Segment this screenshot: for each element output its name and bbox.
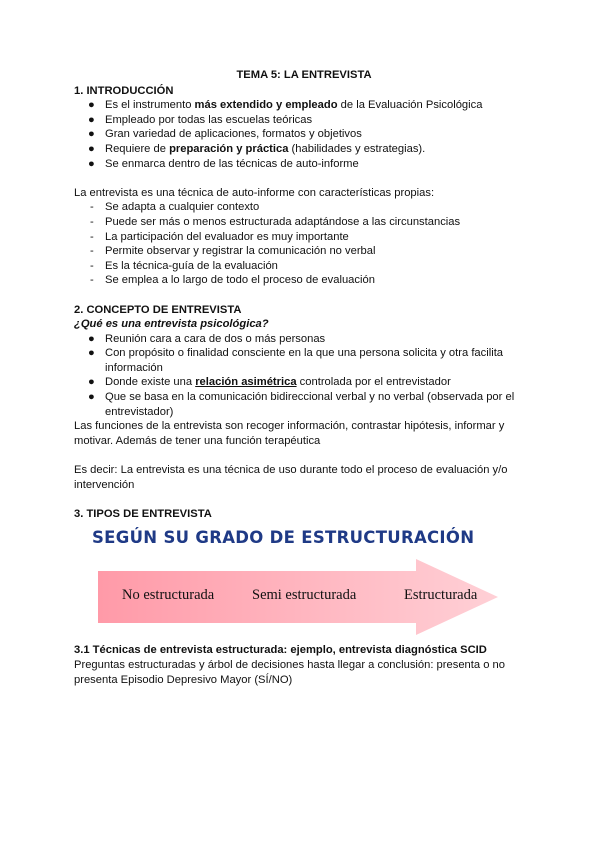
list-item: - Se adapta a cualquier contexto — [90, 201, 260, 214]
document-title: TEMA 5: LA ENTREVISTA — [236, 69, 372, 81]
functions-paragraph: Las funciones de la entrevista son recoger información, contrastar hipótesis, informar y motivar. Además de tener una función terapéutica — [74, 420, 505, 447]
bullet-icon: ● — [88, 157, 95, 170]
list-item: - Es la técnica-guía de la evaluación — [90, 259, 278, 272]
section-2-heading: 2. CONCEPTO DE ENTREVISTA — [74, 303, 242, 316]
characteristics-list — [74, 200, 534, 288]
bullet-icon: ● — [88, 99, 95, 112]
arrow-label-semi-estructurada: Semi estructurada — [252, 587, 357, 604]
bullet-icon: ● — [88, 142, 95, 155]
list-item: ● Que se basa en la comunicación bidireccional verbal y no verbal (observada por el entrevistador) — [88, 391, 515, 418]
list-item: ● Es el instrumento más extendido y empleado de la Evaluación Psicológica — [88, 99, 483, 112]
summary-paragraph: Es decir: La entrevista es una técnica de uso durante todo el proceso de evaluación y/o intervención — [74, 464, 508, 491]
list-item: - Permite observar y registrar la comunicación no verbal — [90, 245, 376, 258]
bullet-icon: ● — [88, 113, 95, 126]
bullet-icon: ● — [88, 376, 95, 389]
arrow-label-no-estructurada: No estructurada — [122, 587, 215, 604]
list-item: ● Requiere de preparación y práctica (habilidades y estrategias). — [88, 142, 426, 155]
intro-bullet-list — [74, 98, 534, 171]
list-item: ● Empleado por todas las escuelas teóricas — [88, 113, 313, 126]
list-item: ● Se enmarca dentro de las técnicas de auto-informe — [88, 157, 359, 170]
list-item: - Puede ser más o menos estructurada adaptándose a las circunstancias — [90, 215, 461, 228]
concept-bullet-list — [74, 332, 534, 420]
section-3-heading: 3. TIPOS DE ENTREVISTA — [74, 507, 212, 520]
characteristics-intro: La entrevista es una técnica de auto-informe con características propias: — [74, 186, 435, 199]
section-3-1-text: Preguntas estructuradas y árbol de decisiones hasta llegar a conclusión: presenta o no presenta Episodio Depresivo Mayor (SÍ/NO) — [74, 659, 505, 686]
list-item: - La participación del evaluador es muy importante — [90, 230, 349, 243]
section-2-question: ¿Qué es una entrevista psicológica? — [74, 318, 269, 331]
bullet-icon: ● — [88, 332, 95, 345]
bullet-icon: ● — [88, 391, 95, 404]
structuring-figure — [74, 525, 534, 635]
list-item: ● Reunión cara a cara de dos o más personas — [88, 332, 326, 345]
section-3-1-heading: 3.1 Técnicas de entrevista estructurada: ejemplo, entrevista diagnóstica SCID — [74, 644, 487, 657]
figure-title: SEGÚN SU GRADO DE ESTRUCTURACIÓN — [92, 528, 475, 548]
list-item: ● Con propósito o finalidad consciente en la que una persona solicita y otra facilita información — [88, 347, 504, 374]
bullet-icon: ● — [88, 128, 95, 141]
document-page — [74, 68, 534, 687]
section-1-heading: 1. INTRODUCCIÓN — [74, 84, 174, 97]
list-item: ● Donde existe una relación asimétrica controlada por el entrevistador — [88, 376, 451, 389]
arrow-label-estructurada: Estructurada — [404, 587, 478, 604]
bullet-icon: ● — [88, 347, 95, 360]
list-item: ● Gran variedad de aplicaciones, formatos y objetivos — [88, 128, 362, 141]
list-item: - Se emplea a lo largo de todo el proceso de evaluación — [90, 274, 375, 287]
